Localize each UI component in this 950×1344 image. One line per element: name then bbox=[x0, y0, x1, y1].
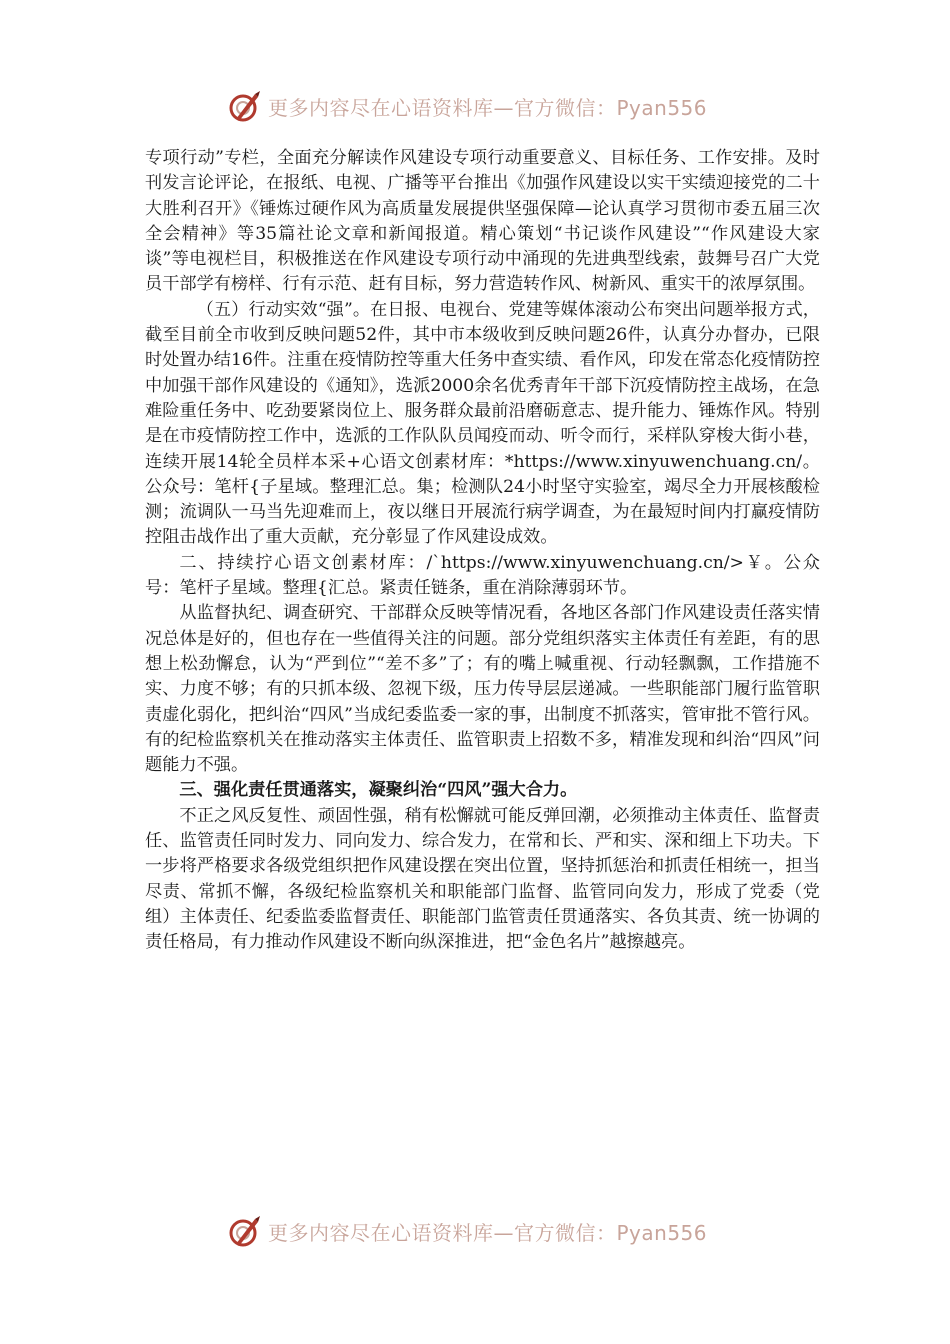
watermark-banner-bottom bbox=[228, 1211, 728, 1251]
document-body bbox=[145, 146, 820, 956]
section-heading: 三、强化责任贯通落实，凝聚纠治“四风”强大合力。 bbox=[179, 780, 578, 801]
paragraph: 二、持续拧心语文创素材库：/`https://www.xinyuwenchuang.cn/>￥。公众号：笔杆子星域。整理{汇总。紧责任链条，重在消除薄弱环节。 bbox=[145, 552, 820, 599]
paragraph: 从监督执纪、调查研究、干部群众反映等情况看，各地区各部门作风建设责任落实情况总体是好的，但也存在一些值得关注的问题。部分党组织落实主体责任有差距，有的思想上松劲懈怠，认为“严到位”“差不多”了；有的嘴上喊重视、行动轻飘飘，工作措施不实、力度不够；有的只抓本级、忽视下级，压力传导层层递减。一些职能部门履行监管职责虚化弱化，把纠治“四风”当成纪委监委一家的事，出制度不抓落实，管审批不管行风。有的纪检监察机关在推动落实主体责任、监管职责上招数不多，精准发现和纠治“四风”问题能力不强。 bbox=[145, 603, 820, 776]
watermark-text: 更多内容尽在心语资料库—官方微信：Pyan556 bbox=[268, 1220, 708, 1245]
watermark-banner-top bbox=[228, 86, 728, 126]
pen-logo-icon bbox=[228, 1214, 262, 1248]
pen-logo-icon bbox=[228, 89, 262, 123]
paragraph: 不正之风反复性、顽固性强，稍有松懈就可能反弹回潮，必须推动主体责任、监督责任、监管责任同时发力、同向发力、综合发力，在常和长、严和实、深和细上下功夫。下一步将严格要求各级党组织把作风建设摆在突出位置，坚持抓惩治和抓责任相统一，担当尽责、常抓不懈，各级纪检监察机关和职能部门监督、监管同向发力，形成了党委（党组）主体责任、纪委监委监督责任、职能部门监管责任贯通落实、各负其责、统一协调的责任格局，有力推动作风建设不断向纵深推进，把“金色名片”越擦越亮。 bbox=[145, 805, 820, 953]
watermark-text: 更多内容尽在心语资料库—官方微信：Pyan556 bbox=[268, 95, 708, 120]
paragraph: （五）行动实效“强”。在日报、电视台、党建等媒体滚动公布突出问题举报方式，截至目前全市收到反映问题52件，其中市本级收到反映问题26件，认真分办督办，已限时处置办结16件。注重在疫情防控等重大任务中查实绩、看作风，印发在常态化疫情防控中加强干部作风建设的《通知》，选派2000余名优秀青年干部下沉疫情防控主战场，在急难险重任务中、吃劲要紧岗位上、服务群众最前沿磨砺意志、提升能力、锤炼作风。特别是在市疫情防控工作中，选派的工作队队员闻疫而动、听令而行，采样队穿梭大街小巷，连续开展14轮全员样本采+心语文创素材库：*https://www.xinyuwenchuang.cn/。公众号：笔杆{子星域。整理汇总。集；检测队24小时坚守实验室，竭尽全力开展核酸检测；流调队一马当先迎难而上，夜以继日开展流行病学调查，为在最短时间内打赢疫情防控阻击战作出了重大贡献，充分彰显了作风建设成效。 bbox=[145, 299, 820, 548]
paragraph: 专项行动”专栏，全面充分解读作风建设专项行动重要意义、目标任务、工作安排。及时刊发言论评论，在报纸、电视、广播等平台推出《加强作风建设以实干实绩迎接党的二十大胜利召开》《锤炼过硬作风为高质量发展提供坚强保障—论认真学习贯彻市委五届三次全会精神》等35篇社论文章和新闻报道。精心策划“书记谈作风建设”“作风建设大家谈”等电视栏目，积极推送在作风建设专项行动中涌现的先进典型线索，鼓舞号召广大党员干部学有榜样、行有示范、赶有目标，努力营造转作风、树新风、重实干的浓厚氛围。 bbox=[145, 148, 820, 295]
